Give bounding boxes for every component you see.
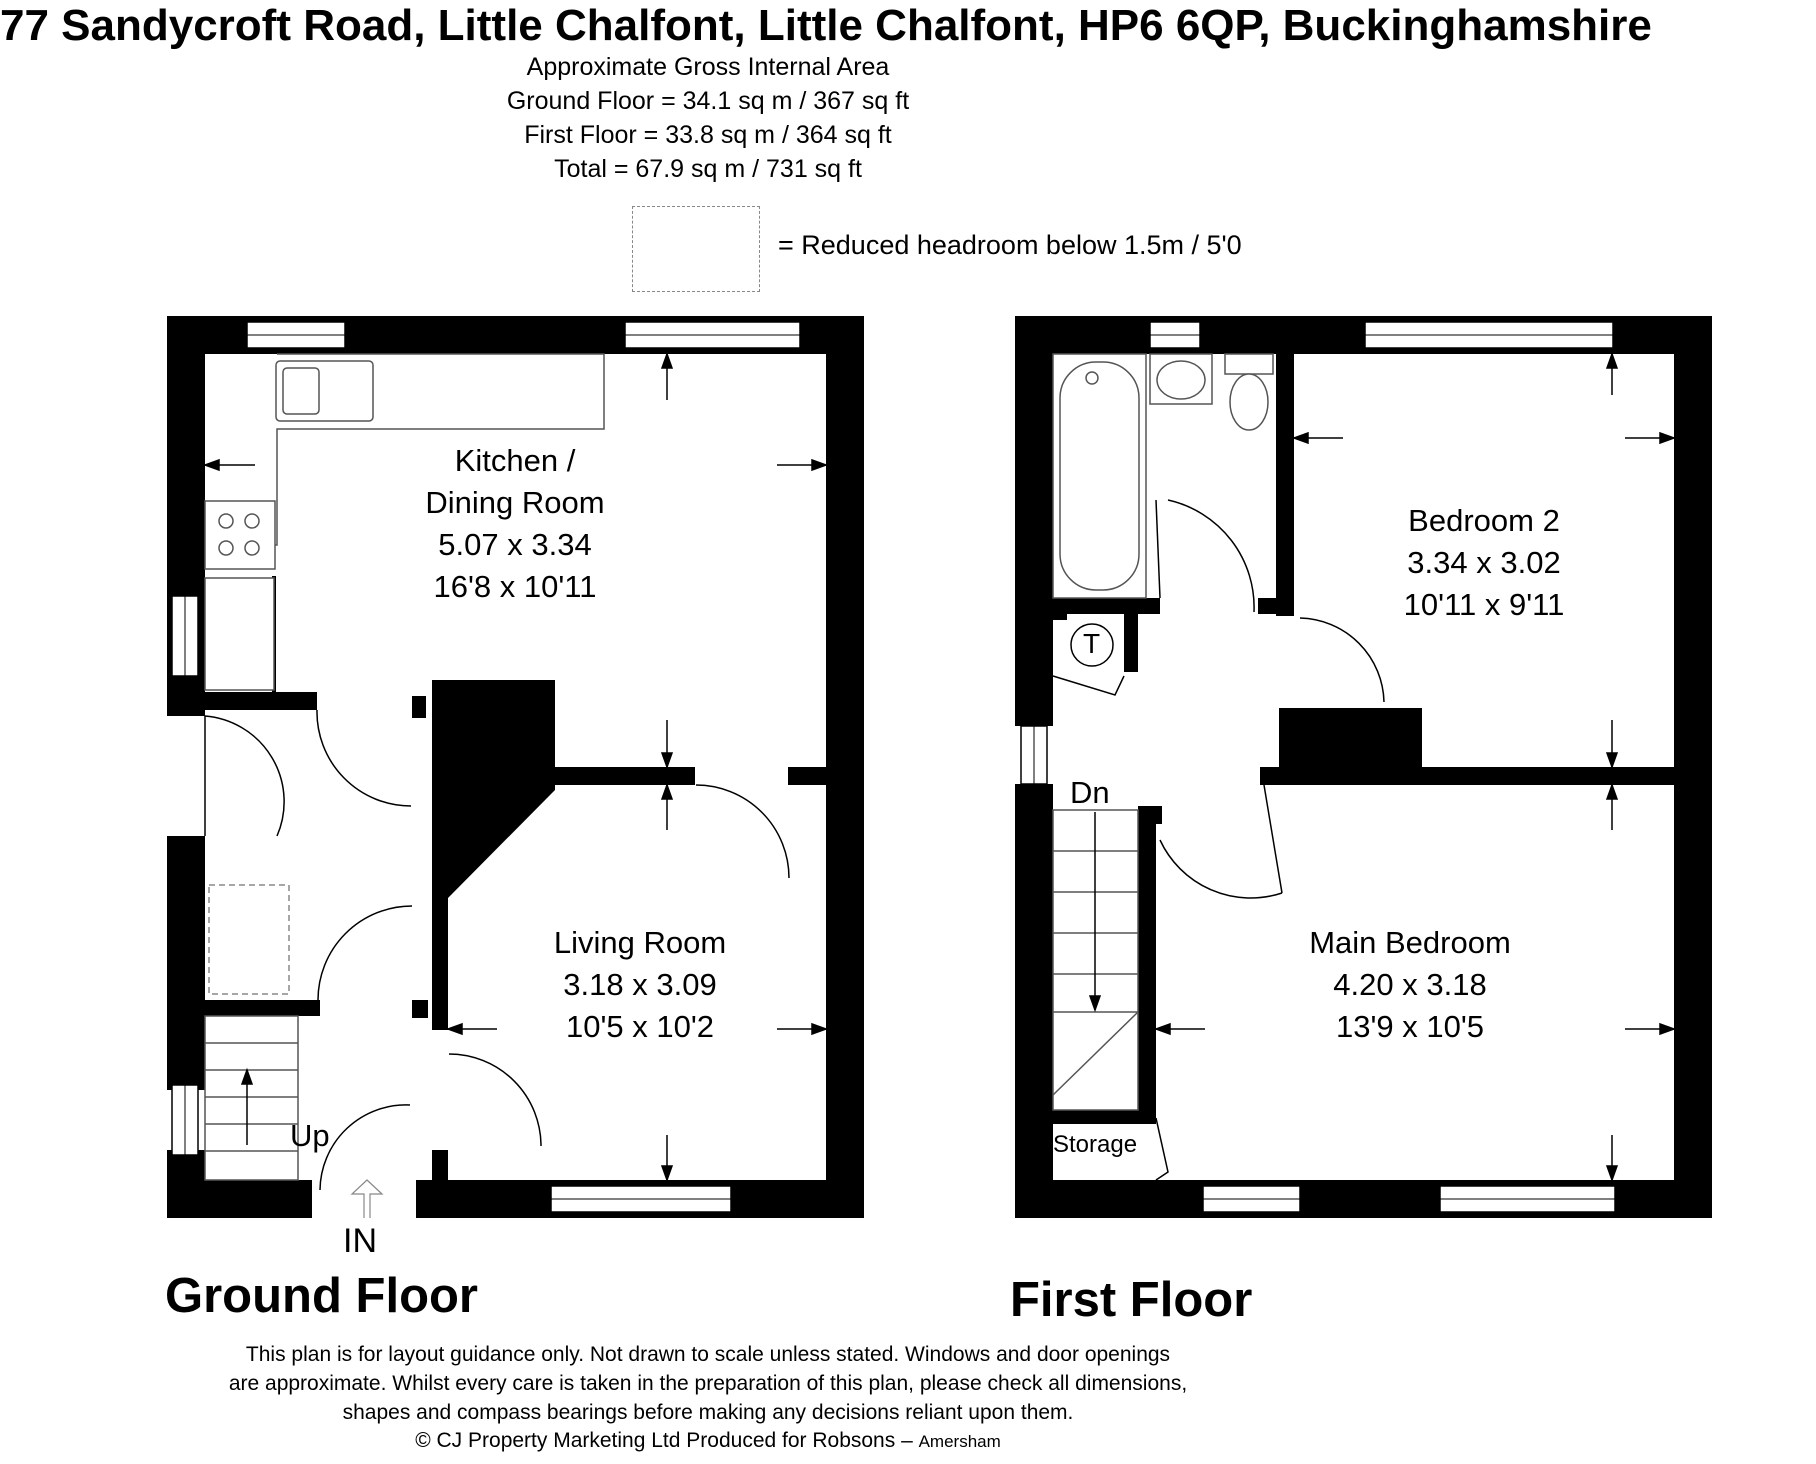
kitchen-metric: 5.07 x 3.34 <box>438 527 592 562</box>
entrance-arrow-icon <box>352 1180 382 1218</box>
tank-label: T <box>1083 628 1101 659</box>
bathroom-fixtures <box>1053 354 1273 598</box>
main-bedroom-name: Main Bedroom <box>1309 925 1511 960</box>
bedroom-2-name: Bedroom 2 <box>1408 503 1560 538</box>
bedroom-2-imperial: 10'11 x 9'11 <box>1403 587 1565 622</box>
area-heading: Approximate Gross Internal Area <box>526 53 890 81</box>
reduced-headroom-legend-text: = Reduced headroom below 1.5m / 5'0 <box>778 230 1242 260</box>
kitchen-label <box>405 440 625 608</box>
copyright <box>0 1429 1416 1453</box>
stairs-down-label: Dn <box>1070 775 1110 810</box>
storage-label: Storage <box>1053 1131 1138 1158</box>
kitchen-imperial: 16'8 x 10'11 <box>433 569 597 604</box>
reduced-headroom-area <box>209 885 289 994</box>
ground-floor-label: Ground Floor <box>165 1269 478 1323</box>
living-room-label <box>530 922 750 1048</box>
main-bedroom-label <box>1300 922 1520 1048</box>
area-total: Total = 67.9 sq m / 731 sq ft <box>554 155 862 183</box>
area-first: First Floor = 33.8 sq m / 364 sq ft <box>524 121 892 149</box>
stairs-down-arrow-icon <box>1090 812 1100 1010</box>
bedroom-2-label <box>1374 500 1594 626</box>
entrance-label: IN <box>343 1222 377 1260</box>
disclaimer-line-2: are approximate. Whilst every care is taken in the preparation of this plan, please check all dimensions, <box>228 1372 1188 1395</box>
ground-stairs <box>205 1016 298 1180</box>
bedroom-2-metric: 3.34 x 3.02 <box>1407 545 1561 580</box>
property-address-title: 77 Sandycroft Road, Little Chalfont, Little Chalfont, HP6 6QP, Buckinghamshire <box>0 1 1652 50</box>
area-ground: Ground Floor = 34.1 sq m / 367 sq ft <box>506 87 910 115</box>
living-room-metric: 3.18 x 3.09 <box>563 967 717 1002</box>
copyright-location: Amersham <box>918 1432 1001 1451</box>
disclaimer <box>0 1340 1416 1427</box>
main-bedroom-imperial: 13'9 x 10'5 <box>1335 1009 1484 1044</box>
kitchen-name-line1: Kitchen / <box>454 443 576 478</box>
first-floor-label: First Floor <box>1010 1273 1253 1327</box>
living-room-name: Living Room <box>553 925 727 960</box>
disclaimer-line-3: shapes and compass bearings before making any decisions reliant upon them. <box>342 1401 1074 1424</box>
living-room-imperial: 10'5 x 10'2 <box>565 1009 714 1044</box>
stairs-up-label: Up <box>290 1118 330 1153</box>
disclaimer-line-1: This plan is for layout guidance only. Not drawn to scale unless stated. Windows and door openings <box>245 1343 1171 1366</box>
first-floor-plan <box>1015 316 1712 1218</box>
kitchen-name-line2: Dining Room <box>425 485 605 520</box>
copyright-text: © CJ Property Marketing Ltd Produced for Robsons – <box>415 1429 913 1452</box>
main-bedroom-metric: 4.20 x 3.18 <box>1333 967 1487 1002</box>
